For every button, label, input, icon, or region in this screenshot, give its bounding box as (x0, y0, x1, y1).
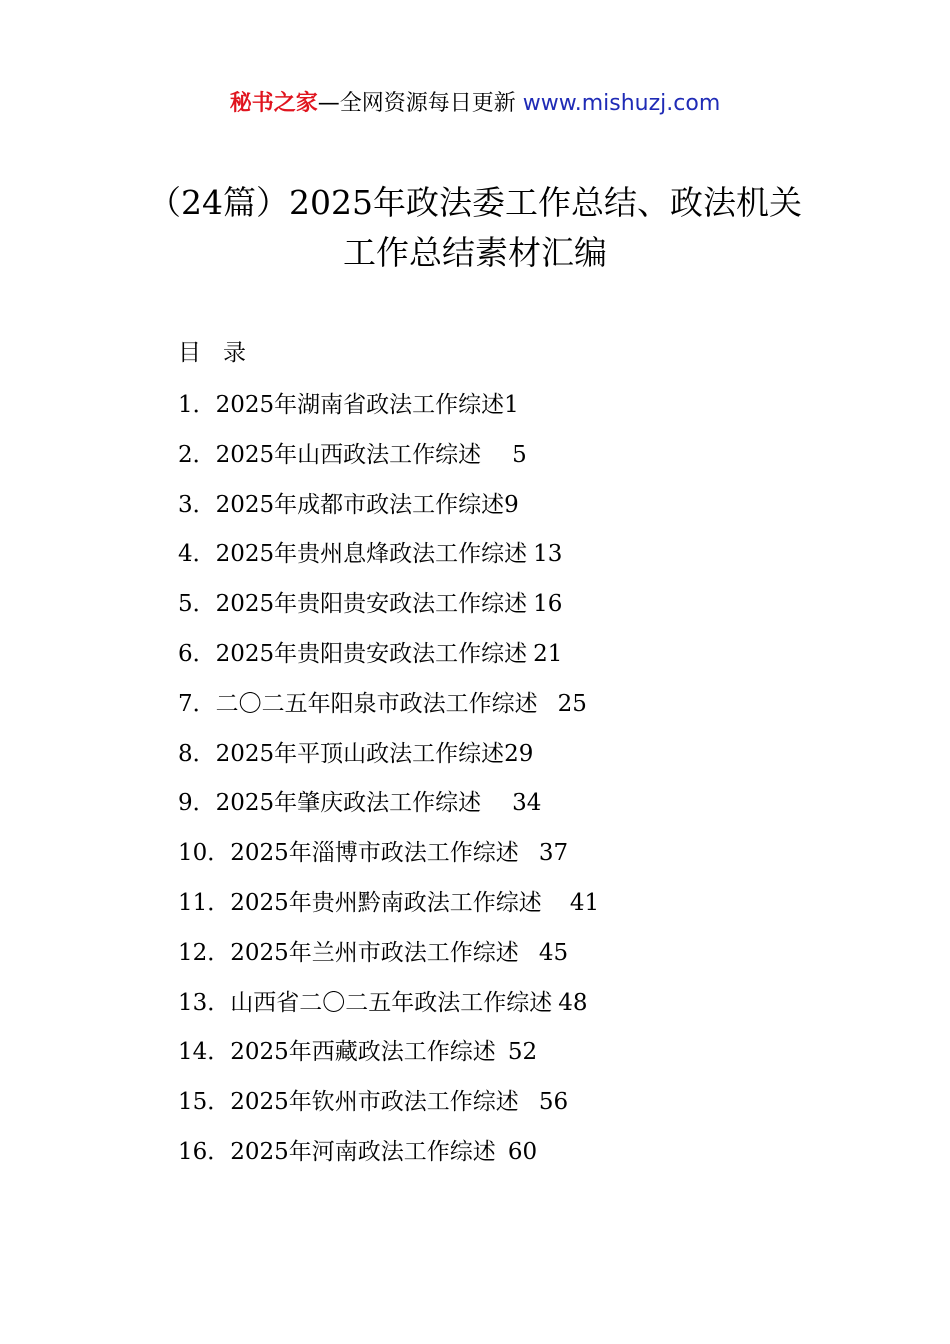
toc-entry-page: 13 (533, 541, 563, 568)
toc-entry-title: 14．2025年西藏政法工作综述 (178, 1039, 496, 1066)
toc-entry[interactable] (178, 634, 878, 684)
site-url-link[interactable]: www.mishuzj.com (522, 91, 721, 116)
toc-entry-title: 15．2025年钦州市政法工作综述 (178, 1089, 519, 1116)
toc-entry[interactable] (178, 734, 878, 784)
document-title-line-1: （24篇）2025年政法委工作总结、政法机关 (148, 183, 802, 222)
toc-entry-page: 37 (538, 840, 569, 867)
toc-entry[interactable] (178, 485, 878, 535)
toc-entry-title: 4．2025年贵州息烽政法工作综述 (178, 541, 528, 568)
toc-entry[interactable] (178, 983, 878, 1033)
toc-entry[interactable] (178, 833, 878, 883)
toc-entry-page: 5 (512, 441, 527, 468)
toc-entry-page: 56 (538, 1089, 569, 1116)
toc-entry-page: 45 (538, 939, 569, 966)
toc-entry[interactable] (178, 684, 878, 734)
toc-entry-title: 5．2025年贵阳贵安政法工作综述 (178, 591, 528, 618)
table-of-contents (178, 385, 878, 1182)
toc-entry-page: 41 (569, 889, 600, 916)
toc-entry-title: 6．2025年贵阳贵安政法工作综述 (178, 640, 528, 667)
toc-entry-title: 16．2025年河南政法工作综述 (178, 1138, 496, 1165)
toc-heading: 目录 (178, 340, 268, 366)
toc-entry[interactable] (178, 1132, 878, 1182)
toc-entry-page: 52 (507, 1039, 538, 1066)
toc-entry-title: 9．2025年肇庆政法工作综述 (178, 790, 505, 817)
toc-entry[interactable] (178, 435, 878, 485)
toc-entry-page: 25 (557, 690, 587, 717)
header-tagline: —全网资源每日更新 (317, 91, 523, 116)
toc-entry[interactable] (178, 883, 878, 933)
toc-entry-page: 60 (507, 1138, 538, 1165)
toc-entry[interactable] (178, 783, 878, 833)
site-header (0, 86, 950, 122)
toc-entry-title: 11．2025年贵州黔南政法工作综述 (178, 889, 542, 916)
toc-entry-page: 29 (504, 740, 534, 767)
toc-entry-title: 7．二〇二五年阳泉市政法工作综述 (178, 690, 538, 717)
toc-entry-page: 48 (558, 989, 588, 1016)
toc-entry-title: 8．2025年平顶山政法工作综述 (178, 740, 505, 767)
toc-entry-page: 1 (504, 392, 519, 418)
toc-entry-page: 16 (533, 591, 563, 618)
toc-entry-page: 34 (512, 790, 542, 817)
toc-entry[interactable] (178, 385, 878, 435)
document-title (60, 178, 890, 278)
toc-entry-title: 13．山西省二〇二五年政法工作综述 (178, 989, 553, 1016)
toc-entry-title: 12．2025年兰州市政法工作综述 (178, 939, 519, 966)
toc-entry[interactable] (178, 1032, 878, 1082)
toc-entry-title: 3．2025年成都市政法工作综述 (178, 491, 505, 518)
brand-name: 秘书之家 (229, 91, 318, 116)
toc-entry-title: 2．2025年山西政法工作综述 (178, 441, 505, 468)
toc-entry[interactable] (178, 933, 878, 983)
toc-entry-title: 10．2025年淄博市政法工作综述 (178, 840, 519, 867)
toc-entry-title: 1．2025年湖南省政法工作综述 (178, 392, 505, 418)
toc-entry-page: 21 (533, 640, 563, 667)
document-title-line-2: 工作总结素材汇编 (343, 233, 607, 272)
toc-entry[interactable] (178, 584, 878, 634)
toc-entry[interactable] (178, 534, 878, 584)
toc-entry-page: 9 (504, 491, 519, 518)
toc-entry[interactable] (178, 1082, 878, 1132)
